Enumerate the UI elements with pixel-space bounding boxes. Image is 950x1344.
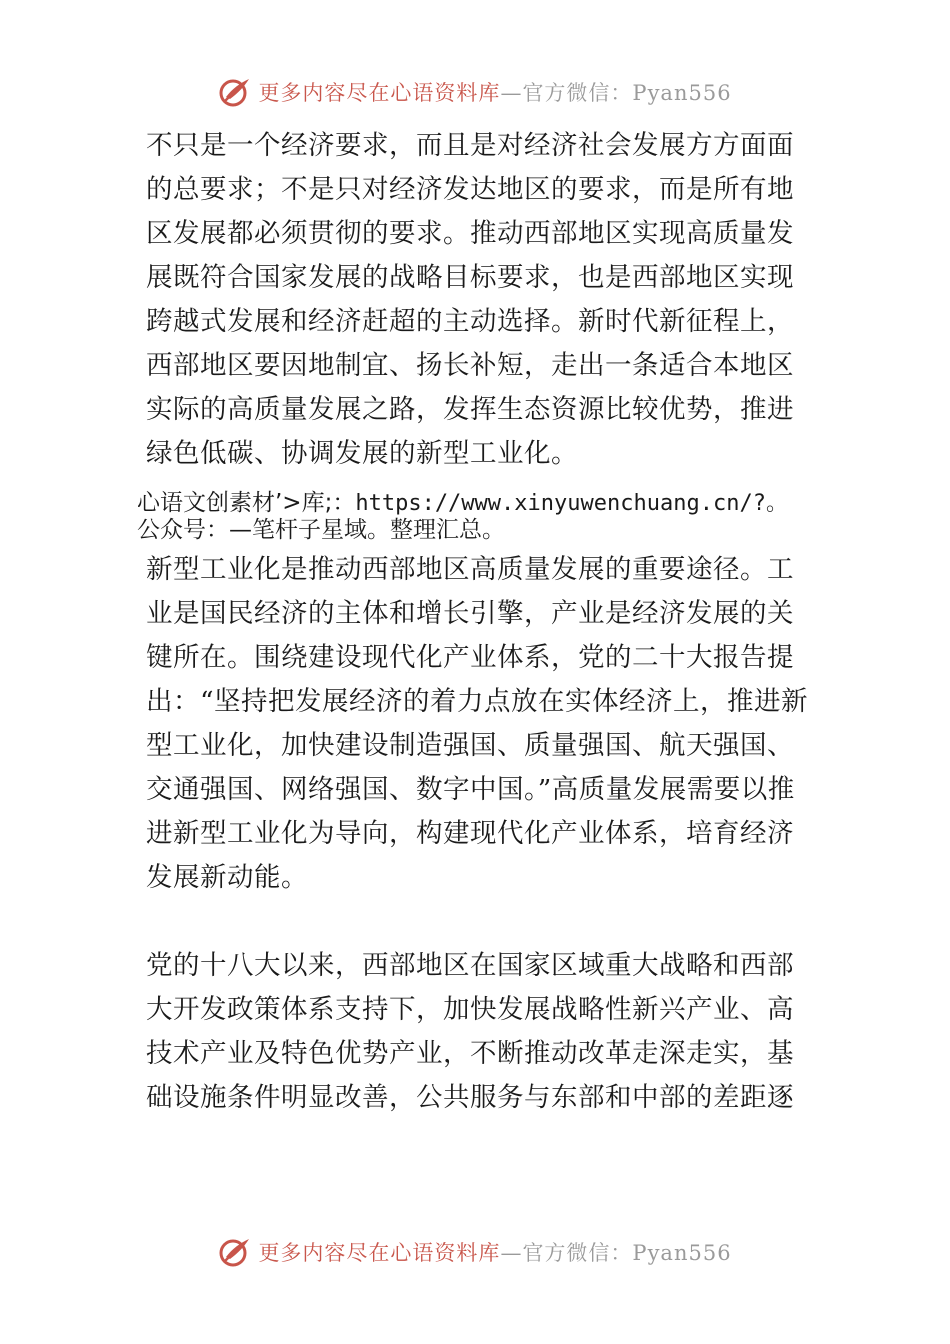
text-line: 出：“坚持把发展经济的着力点放在实体经济上，推进新 <box>146 686 809 717</box>
text-line: 交通强国、网络强国、数字中国。”高质量发展需要以推 <box>146 774 795 805</box>
text-line: 不只是一个经济要求，而且是对经济社会发展方方面面 <box>146 130 794 161</box>
text-line: 键所在。围绕建设现代化产业体系，党的二十大报告提 <box>146 642 794 673</box>
paragraph-2 <box>146 548 826 900</box>
text-line: 的总要求；不是只对经济发达地区的要求，而是所有地 <box>146 174 794 205</box>
source-note-line-1: 心语文创素材’>库;：https://www.xinyuwenchuang.cn/?。 <box>137 490 788 516</box>
text-line: 党的十八大以来，西部地区在国家区域重大战略和西部 <box>146 950 794 981</box>
source-note-line-2: 公众号：—笔杆子星域。整理汇总。 <box>137 517 505 543</box>
text-line: 展既符合国家发展的战略目标要求，也是西部地区实现 <box>146 262 794 293</box>
quill-logo-icon <box>218 1235 252 1269</box>
footer-banner-text: 更多内容尽在心语资料库—官方微信：Pyan556 <box>258 1241 732 1265</box>
text-line: 西部地区要因地制宜、扬长补短，走出一条适合本地区 <box>146 350 794 381</box>
text-line: 实际的高质量发展之路，发挥生态资源比较优势，推进 <box>146 394 794 425</box>
header-banner <box>0 72 950 112</box>
text-line: 绿色低碳、协调发展的新型工业化。 <box>146 438 578 469</box>
paragraph-3 <box>146 944 826 1120</box>
footer-banner <box>0 1232 950 1272</box>
text-line: 区发展都必须贯彻的要求。推动西部地区实现高质量发 <box>146 218 794 249</box>
text-line: 型工业化，加快建设制造强国、质量强国、航天强国、 <box>146 730 794 761</box>
text-line: 新型工业化是推动西部地区高质量发展的重要途径。工 <box>146 554 794 585</box>
text-line: 跨越式发展和经济赶超的主动选择。新时代新征程上， <box>146 306 794 337</box>
text-line: 发展新动能。 <box>146 862 308 893</box>
text-line: 技术产业及特色优势产业，不断推动改革走深走实，基 <box>146 1038 794 1069</box>
paragraph-1 <box>146 124 826 476</box>
paragraph-gap <box>146 900 826 944</box>
text-line: 业是国民经济的主体和增长引擎，产业是经济发展的关 <box>146 598 794 629</box>
document-body <box>137 124 826 1120</box>
source-url: https://www.xinyuwenchuang.cn/?。 <box>355 491 788 516</box>
source-note <box>137 490 826 544</box>
header-banner-text: 更多内容尽在心语资料库—官方微信：Pyan556 <box>258 81 732 105</box>
text-line: 进新型工业化为导向，构建现代化产业体系，培育经济 <box>146 818 794 849</box>
quill-logo-icon <box>218 75 252 109</box>
text-line: 础设施条件明显改善，公共服务与东部和中部的差距逐 <box>146 1082 794 1113</box>
text-line: 大开发政策体系支持下，加快发展战略性新兴产业、高 <box>146 994 794 1025</box>
